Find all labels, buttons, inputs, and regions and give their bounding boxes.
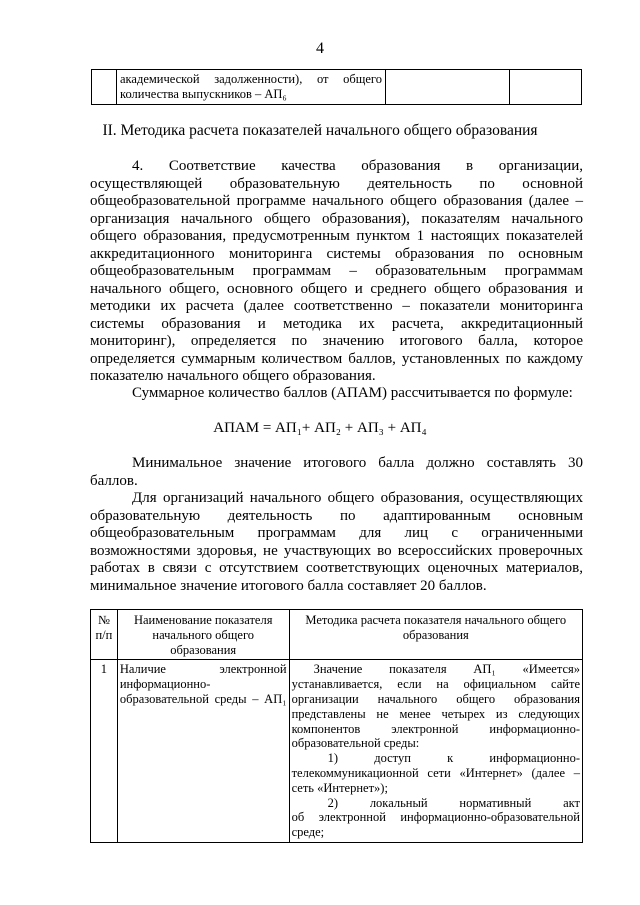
table-cell-number [92, 70, 117, 105]
row-method [289, 660, 582, 843]
paragraph-text: Суммарное количество баллов (АПАМ) рассчитывается по формуле: [132, 385, 573, 401]
paragraph-text: 4. Соответствие качества образования в организации, осуществляющей образовательную деятельность по основной общеобразовательной программе начального общего образования (далее – организация начального общего образования), показателям начального общего образования, предусмотренным пунктом 1 настоящих показателей аккредитационного мониторинга системы образования по основным общеобразовательным программам – образовательным программам начального общего, основного общего и среднего общего образования и методики их расчета (далее соответственно – показатели мониторинга системы образования и методика их расчета, аккредитационный мониторинг), определяется по значению итогового балла, которое определяется суммарным количеством баллов, установленных по каждому показателю начального общего образования. [90, 158, 583, 384]
method-line: 2) локальный нормативный акт [327, 795, 580, 810]
method-line: 1) доступ к информационно- [327, 751, 580, 766]
indicators-table [90, 609, 583, 843]
name-line: Наличие электронной [119, 662, 287, 677]
method-line: среде; [291, 825, 325, 840]
row-indicator-name [117, 660, 289, 843]
header-number: № п/п [91, 610, 118, 660]
paragraph-methodology [90, 158, 583, 386]
paragraph-minimum-score [90, 455, 583, 490]
table-cell-method [386, 70, 510, 105]
method-line: телекоммуникационной сети «Интернет» (далее – [291, 765, 580, 780]
paragraph-formula-intro [90, 385, 583, 403]
method-line: образовательной среды: [291, 736, 420, 751]
table-header-row [91, 610, 583, 660]
name-line: образовательной среды – АП₁ [119, 691, 287, 706]
formula: АПАМ = АП₁+ АП₂ + АП₃ + АП₄ [213, 420, 427, 436]
table-cell-indicator [117, 70, 386, 105]
paragraph-adapted-programs [90, 490, 583, 595]
header-method: Методика расчета показателя начального общего образования [289, 610, 582, 660]
table-row [92, 70, 582, 105]
table-cell-value [510, 70, 582, 105]
paragraph-text: Для организаций начального общего образования, осуществляющих образовательную деятельность по адаптированным основным общеобразовательным программам для лиц с ограниченными возможностями здоровья, не участвующих во всероссийских проверочных работах в связи с отсутствием соответствующих оценочных материалов, минимальное значение итогового балла составляет 20 баллов. [90, 490, 583, 594]
method-line: сеть «Интернет»); [291, 780, 388, 795]
method-line: устанавливается, если на официальном сайте [291, 677, 580, 692]
name-line: информационно- [119, 677, 211, 692]
paragraph-text: Минимальное значение итогового балла должно составлять 30 баллов. [90, 455, 583, 489]
method-line: об электронной информационно-образовательной [291, 810, 580, 825]
method-line: организации начального общего образования [291, 691, 580, 706]
method-line: представлены не менее четырех из следующих [291, 706, 580, 721]
method-line: компонентов электронной информационно- [291, 721, 580, 736]
method-line: Значение показателя АП₁ «Имеется» [313, 662, 580, 677]
table-row [91, 660, 583, 843]
indicator-line: количества выпускников – АП₆ [120, 87, 287, 101]
page-number: 4 [316, 40, 324, 57]
section-heading: II. Методика расчета показателей начального общего образования [102, 122, 538, 139]
row-number: 1 [91, 660, 118, 843]
indicator-line: академической задолженности), от общего [120, 72, 382, 86]
continued-table-fragment [91, 69, 582, 105]
header-indicator-name: Наименование показателя начального общего образования [117, 610, 289, 660]
